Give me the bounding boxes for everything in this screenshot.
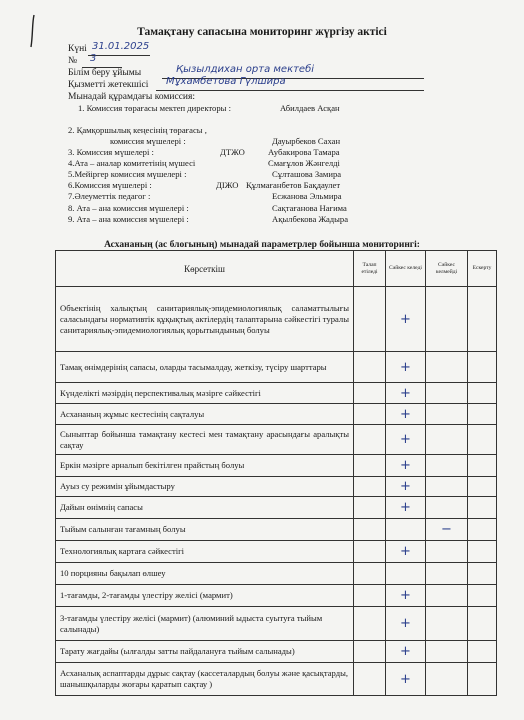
org-row <box>68 67 141 79</box>
commission-member-dept: ДТЖО <box>220 147 245 157</box>
commission-member-name: Аубакирова Тамара <box>268 147 340 157</box>
table-row <box>56 383 497 404</box>
required-cell <box>354 607 386 641</box>
table-row <box>56 455 497 477</box>
indicator-cell: Күнделікті мәзірдің перспективалық мәзірге сәйкестігі <box>56 383 354 404</box>
commission-member-dept: ДІЖО <box>216 180 239 190</box>
commission-member-name: Есжанова Эльмира <box>272 191 342 201</box>
table-row <box>56 287 497 352</box>
required-cell <box>354 663 386 696</box>
indicator-cell: Асханалық аспаптарды дұрыс сақтау (кассеталардың болуы және қасықтарды, шанышқыларды жоғары қаратып сақтау ) <box>56 663 354 696</box>
nomatch-mark <box>426 541 468 563</box>
indicator-cell: Дайын өнімнің сапасы <box>56 497 354 519</box>
required-cell <box>354 404 386 425</box>
commission-member-name: Дауырбеков Сахан <box>272 136 341 146</box>
nomatch-mark <box>426 404 468 425</box>
indicator-cell: Сыныптар бойынша тамақтану кестесі мен тамақтану арасындағы аралықты сақтау <box>56 425 354 455</box>
number-value: 3 <box>90 53 97 64</box>
table-row <box>56 352 497 383</box>
match-mark: + <box>386 425 426 455</box>
table-row <box>56 563 497 585</box>
commission-member-role: 6.Комиссия мүшелері : <box>68 180 152 190</box>
match-mark <box>386 563 426 585</box>
note-cell <box>468 607 497 641</box>
required-cell <box>354 352 386 383</box>
match-mark: + <box>386 477 426 497</box>
required-cell <box>354 477 386 497</box>
note-cell <box>468 425 497 455</box>
indicator-cell: Еркін мәзірге арналып бекітілген прайстың болуы <box>56 455 354 477</box>
indicator-cell: Тарату жағдайы (ылғалды затты пайдалануға тыйым салынады) <box>56 641 354 663</box>
table-row <box>56 519 497 541</box>
match-mark: + <box>386 663 426 696</box>
commission-member-name: Смағұлов Жәнгелді <box>268 158 340 168</box>
nomatch-mark <box>426 641 468 663</box>
note-cell <box>468 287 497 352</box>
monitoring-table <box>55 250 497 696</box>
nomatch-mark <box>426 383 468 404</box>
commission-member-role: 3. Комиссия мүшелері : <box>68 147 154 157</box>
date-label: Күні <box>68 44 87 54</box>
commission-member-name: Ақылбекова Жадыра <box>272 214 349 224</box>
note-cell <box>468 541 497 563</box>
org-value: Қызылдихан орта мектебі <box>176 64 315 75</box>
indicator-cell: 10 порцияны бақылап өлшеу <box>56 563 354 585</box>
nomatch-mark <box>426 477 468 497</box>
match-mark: + <box>386 585 426 607</box>
table-row <box>56 541 497 563</box>
required-cell <box>354 519 386 541</box>
table-row <box>56 585 497 607</box>
section-title: Асхананың (ас блогының) мынадай параметрлер бойынша мониторингі: <box>104 240 420 250</box>
commission-member-name: Абилдаев Асқан <box>280 103 340 113</box>
org-label: Білім беру ұйымы <box>68 68 142 78</box>
note-cell <box>468 477 497 497</box>
number-row <box>68 55 77 67</box>
table-row <box>56 404 497 425</box>
nomatch-mark <box>426 563 468 585</box>
commission-member-role: 4.Ата – аналар комитетінің мүшесі <box>68 158 196 168</box>
match-mark: + <box>386 455 426 477</box>
nomatch-mark <box>426 352 468 383</box>
required-cell <box>354 641 386 663</box>
commission-member-role: 1. Комиссия төрағасы мектеп директоры : <box>78 103 231 113</box>
indicator-cell: Асхананың жұмыс кестесінің сақталуы <box>56 404 354 425</box>
match-mark: + <box>386 287 426 352</box>
commission-member-role: 8. Ата – ана комиссия мүшелері : <box>68 203 189 213</box>
header-required: Талап етіледі <box>354 251 386 287</box>
table-header-row <box>56 251 497 287</box>
required-cell <box>354 541 386 563</box>
note-cell <box>468 455 497 477</box>
table-row <box>56 641 497 663</box>
match-mark: + <box>386 497 426 519</box>
table-row <box>56 425 497 455</box>
commission-member-role: 7.Әлеуметтік педагог : <box>68 191 151 201</box>
match-mark: + <box>386 383 426 404</box>
number-label: № <box>68 56 78 66</box>
indicator-cell: Ауыз су режимін ұйымдастыру <box>56 477 354 497</box>
commission-member-role: 2. Қамқоршылық кеңесінің төрағасы , <box>68 125 207 135</box>
note-cell <box>468 383 497 404</box>
note-cell <box>468 563 497 585</box>
match-mark <box>386 519 426 541</box>
indicator-cell: 1-тағамды, 2-тағамды үлестіру желісі (мармит) <box>56 585 354 607</box>
date-row <box>68 43 87 55</box>
note-cell <box>468 641 497 663</box>
match-mark: + <box>386 352 426 383</box>
commission-member-name: Құлмағанбетов Бақдаулет <box>246 180 341 190</box>
staff-value: Мұхамбетова Гүлшира <box>166 76 286 87</box>
commission-member-name: Сұлташова Замира <box>272 169 342 179</box>
required-cell <box>354 497 386 519</box>
match-mark: + <box>386 541 426 563</box>
commission-heading: Мынадай құрамдағы комиссия: <box>68 92 196 102</box>
note-cell <box>468 497 497 519</box>
required-cell <box>354 563 386 585</box>
staff-label: Қызметті жетекшісі <box>68 80 149 90</box>
indicator-cell: Тамақ өнімдерінің сапасы, оларды тасымалдау, жеткізу, түсіру шарттары <box>56 352 354 383</box>
table-row <box>56 497 497 519</box>
table-row <box>56 663 497 696</box>
staff-row <box>68 79 148 91</box>
note-cell <box>468 519 497 541</box>
header-not-matches: Сәйкес келмейді <box>426 251 468 287</box>
nomatch-mark <box>426 663 468 696</box>
nomatch-mark <box>426 607 468 641</box>
required-cell <box>354 425 386 455</box>
table-row <box>56 607 497 641</box>
document-title: Тамақтану сапасына мониторинг жүргізу актісі <box>137 26 387 38</box>
header-note: Ескерту <box>468 251 497 287</box>
required-cell <box>354 585 386 607</box>
staff-underline <box>156 90 424 91</box>
note-cell <box>468 585 497 607</box>
date-value: 31.01.2025 <box>92 41 150 52</box>
note-cell <box>468 663 497 696</box>
match-mark: + <box>386 607 426 641</box>
commission-member-role: комиссия мүшелері : <box>110 136 186 146</box>
header-indicator: Көрсеткіш <box>56 251 354 287</box>
indicator-cell: 3-тағамды үлестіру желісі (мармит) (алюминий ыдыста суытуға тыйым салынады) <box>56 607 354 641</box>
header-matches: Сәйкес келеді <box>386 251 426 287</box>
match-mark: + <box>386 641 426 663</box>
table-row <box>56 477 497 497</box>
commission-member-role: 5.Мейіргер комиссия мүшелері : <box>68 169 187 179</box>
indicator-cell: Объектінің халықтың санитариялық-эпидемиологиялық саламаттылығы саласындағы нормативтік құқықтық актілердің талаптарына сәйкестігі туралы санитариялық-эпидемиологиялық қорытындының болуы <box>56 287 354 352</box>
date-underline <box>88 55 150 56</box>
required-cell <box>354 455 386 477</box>
indicator-cell: Тыйым салынған тағамның болуы <box>56 519 354 541</box>
indicator-cell: Технологиялық картаға сәйкестігі <box>56 541 354 563</box>
commission-member-role: 9. Ата – ана комиссия мүшелері : <box>68 214 189 224</box>
nomatch-mark <box>426 287 468 352</box>
required-cell <box>354 287 386 352</box>
nomatch-mark <box>426 497 468 519</box>
match-mark: + <box>386 404 426 425</box>
commission-member-name: Сақтағанова Нағима <box>272 203 347 213</box>
nomatch-mark: − <box>426 519 468 541</box>
required-cell <box>354 383 386 404</box>
nomatch-mark <box>426 425 468 455</box>
nomatch-mark <box>426 585 468 607</box>
note-cell <box>468 352 497 383</box>
note-cell <box>468 404 497 425</box>
nomatch-mark <box>426 455 468 477</box>
